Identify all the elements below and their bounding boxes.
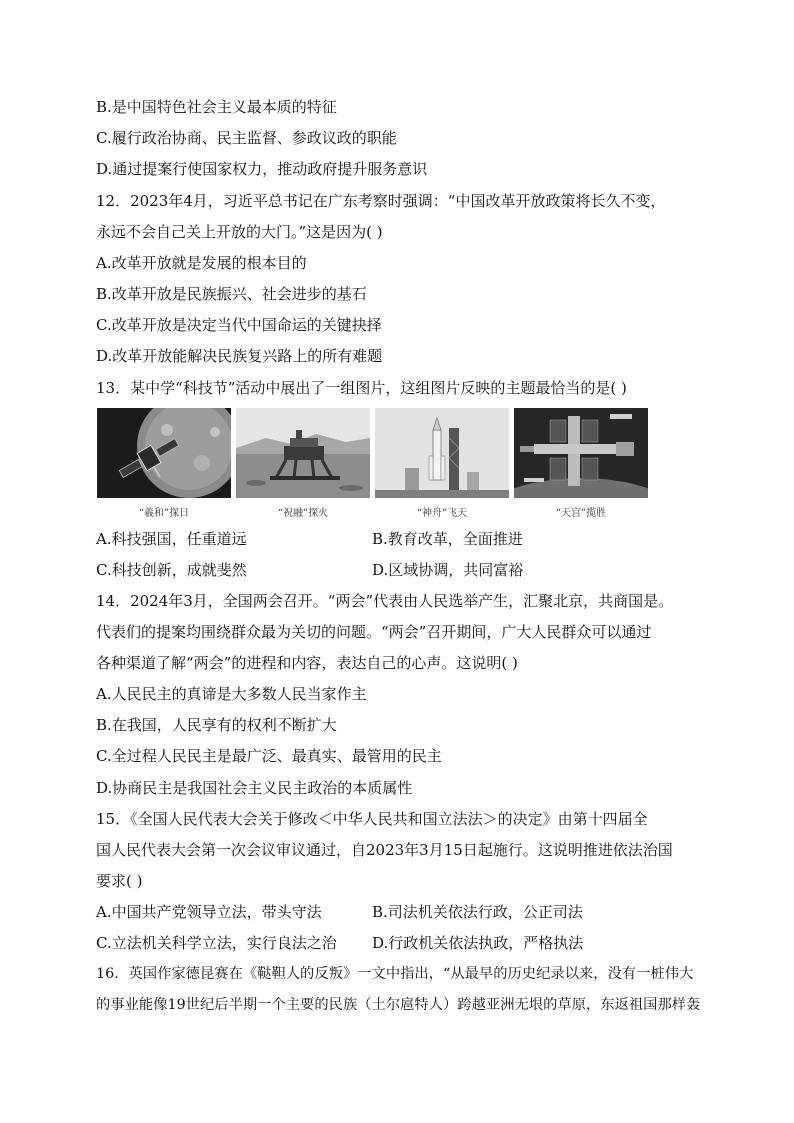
q16-stem-line-1: 16．英国作家德昆赛在《鞑靼人的反叛》一文中指出，“从最早的历史纪录以来，没有一桩伟大	[96, 966, 694, 982]
q12-option-d: D.改革开放能解决民族复兴路上的所有难题	[96, 347, 383, 365]
q12-stem-line-2: 永远不会自己关上开放的大门。”这是因为( )	[96, 223, 383, 241]
q12-option-c: C.改革开放是决定当代中国命运的关键抉择	[96, 316, 382, 334]
q13-option-a: A.科技强国，任重道远	[96, 530, 247, 548]
q12-stem-line-1: 12．2023年4月，习近平总书记在广东考察时强调：“中国改革开放政策将长久不变，	[96, 192, 666, 210]
q14-option-b: B.在我国，人民享有的权利不断扩大	[96, 716, 337, 734]
q15-option-a: A.中国共产党领导立法，带头守法	[96, 903, 322, 921]
q15-stem-line-3: 要求( )	[96, 872, 143, 890]
q11-option-b: B.是中国特色社会主义最本质的特征	[96, 98, 337, 116]
q15-option-d: D.行政机关依法执政，严格执法	[372, 934, 584, 952]
q14-option-c: C.全过程人民民主是最广泛、最真实、最管用的民主	[96, 747, 442, 765]
q14-stem-line-2: 代表们的提案均围绕群众最为关切的问题。“两会”召开期间，广大人民群众可以通过	[96, 623, 652, 641]
photo-caption: “神舟”飞天	[416, 508, 468, 519]
solar-probe-image	[97, 408, 231, 498]
q14-option-a: A.人民民主的真谛是大多数人民当家作主	[96, 685, 367, 703]
q15-option-c: C.立法机关科学立法，实行良法之治	[96, 934, 337, 952]
q14-stem-line-3: 各种渠道了解“两会”的进程和内容，表达自己的心声。这说明( )	[96, 654, 518, 672]
photo-caption: “天宫”揽胜	[555, 508, 607, 519]
q11-option-c: C.履行政治协商、民主监督、参政议政的职能	[96, 129, 397, 147]
photo-caption: “羲和”探日	[138, 508, 190, 519]
q13-option-b: B.教育改革，全面推进	[372, 530, 523, 548]
q16-stem-line-2: 的事业能像19世纪后半期一个主要的民族（土尔扈特人）跨越亚洲无垠的草原，东返祖国那样轰	[96, 997, 701, 1013]
rocket-launch-image	[375, 408, 509, 498]
q13-option-c: C.科技创新，成就斐然	[96, 561, 247, 579]
q11-option-d: D.通过提案行使国家权力，推动政府提升服务意识	[96, 160, 428, 178]
q14-option-d: D.协商民主是我国社会主义民主政治的本质属性	[96, 779, 413, 797]
q13-stem: 13．某中学“科技节”活动中展出了一组图片，这组图片反映的主题最恰当的是( )	[96, 379, 627, 397]
q12-option-b: B.改革开放是民族振兴、社会进步的基石	[96, 285, 367, 303]
photo-caption: “祝融”探火	[277, 508, 329, 519]
space-station-image	[514, 408, 648, 498]
q14-stem-line-1: 14．2024年3月，全国两会召开。“两会”代表由人民选举产生，汇聚北京，共商国是。	[96, 592, 674, 610]
q12-option-a: A.改革开放就是发展的根本目的	[96, 254, 307, 272]
q15-stem-line-2: 国人民代表大会第一次会议审议通过，自2023年3月15日起施行。这说明推进依法治国	[96, 841, 673, 859]
q15-stem-line-1: 15．《全国人民代表大会关于修改＜中华人民共和国立法法＞的决定》由第十四届全	[96, 810, 648, 828]
q13-photo-group	[97, 408, 649, 520]
q15-option-b: B.司法机关依法行政，公正司法	[372, 903, 583, 921]
q13-option-d: D.区域协调，共同富裕	[372, 561, 524, 579]
mars-rover-image	[236, 408, 370, 498]
